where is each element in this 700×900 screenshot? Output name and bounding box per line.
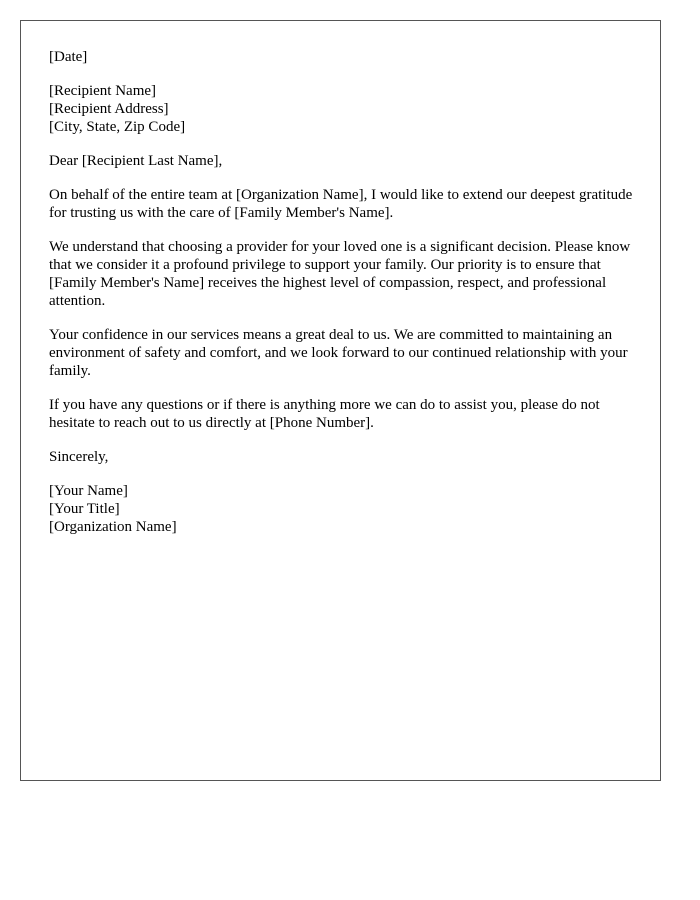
recipient-city: [City, State, Zip Code] (49, 119, 186, 135)
recipient-name: [Recipient Name] (49, 83, 157, 99)
paragraph: Your confidence in our services means a great deal to us. We are committed to maintaining an environment of safety and comfort, and we look forward to our continued relationship with your family. (49, 327, 628, 379)
letter-page (20, 20, 661, 781)
sender-title: [Your Title] (49, 501, 120, 517)
date: [Date] (49, 49, 88, 65)
sender-organization: [Organization Name] (49, 519, 177, 535)
recipient-block (49, 82, 637, 136)
sender-name: [Your Name] (49, 483, 128, 499)
salutation: Dear [Recipient Last Name], (49, 153, 223, 169)
paragraph: If you have any questions or if there is anything more we can do to assist you, please do not hesitate to reach out to us directly at [Phone Number]. (49, 397, 600, 431)
paragraph: We understand that choosing a provider for your loved one is a significant decision. Please know that we consider it a profound privilege to support your family. Our priority is to ensure that [Family Member's Name] receives the highest level of compassion, respect, and professional attention. (49, 239, 631, 309)
signature-block (49, 482, 637, 536)
closing: Sincerely, (49, 449, 109, 465)
letter-body (49, 48, 637, 552)
recipient-address: [Recipient Address] (49, 101, 169, 117)
paragraph: On behalf of the entire team at [Organization Name], I would like to extend our deepest gratitude for trusting us with the care of [Family Member's Name]. (49, 187, 633, 221)
